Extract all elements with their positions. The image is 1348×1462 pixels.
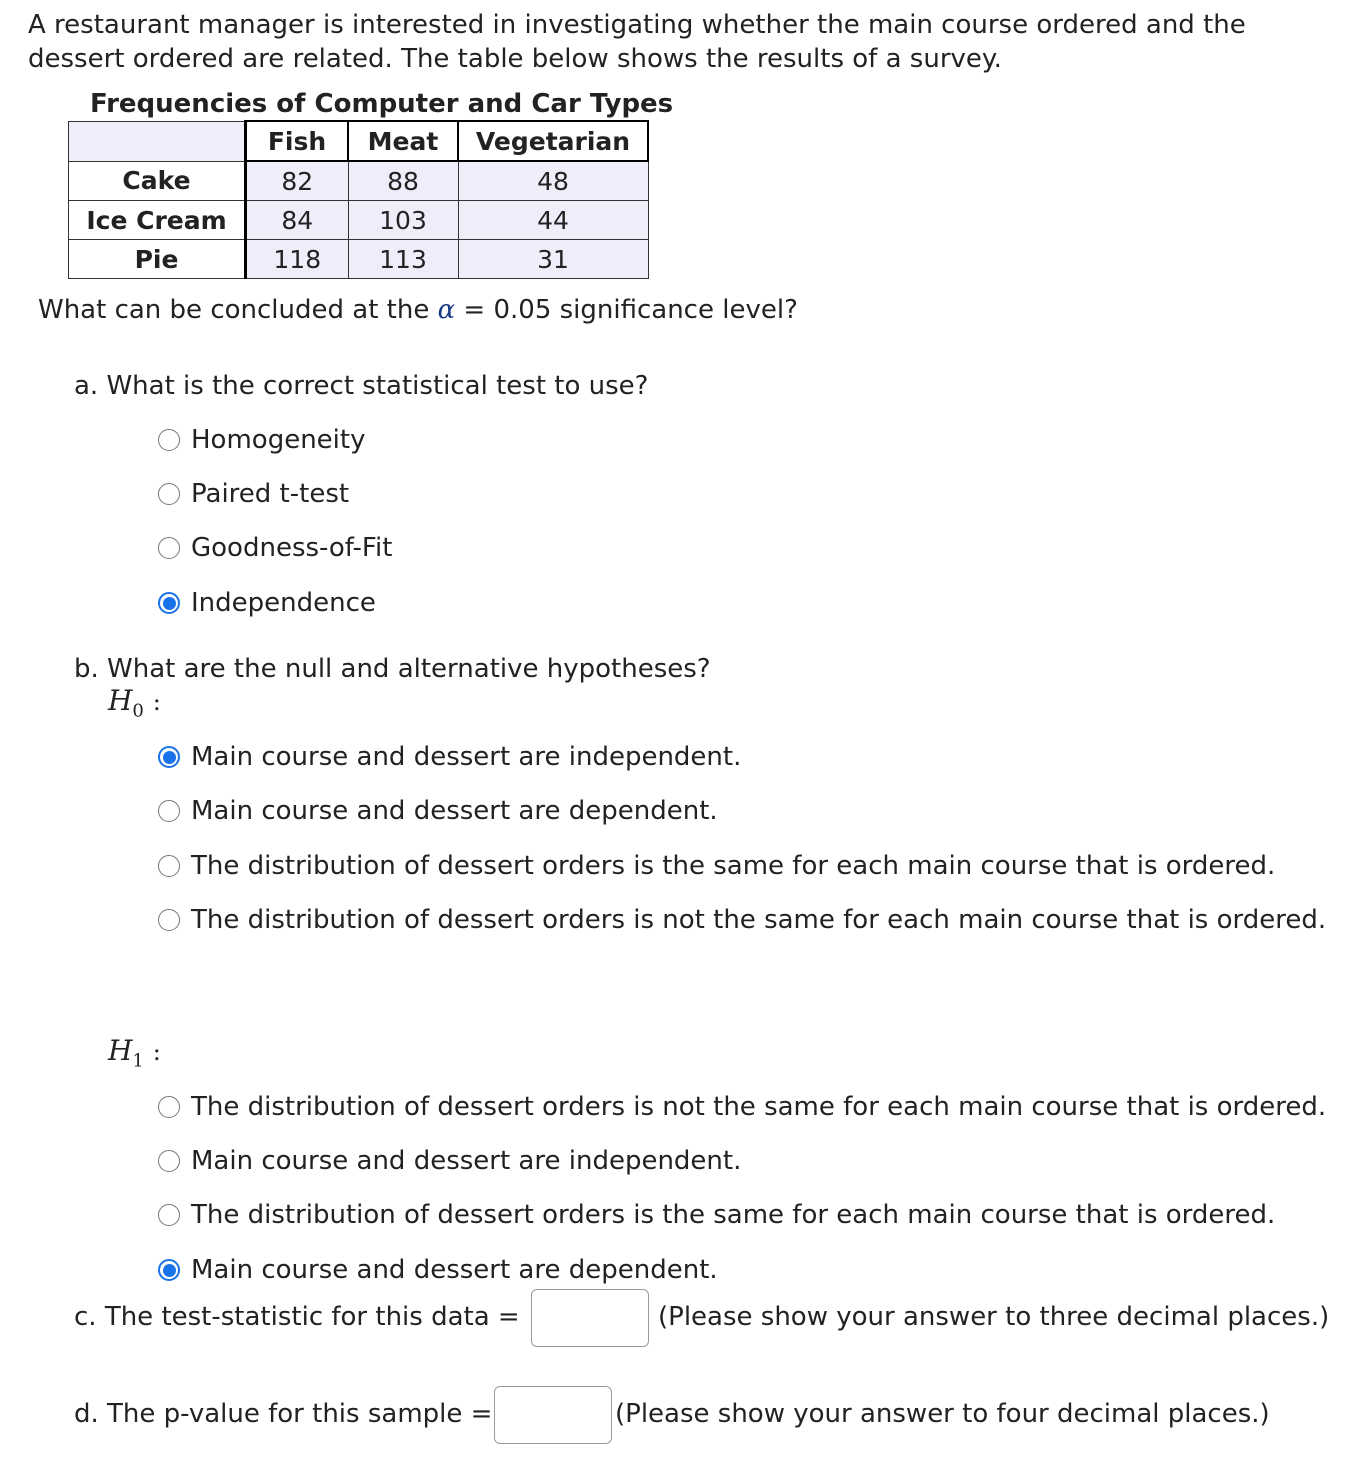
- table-cell: 48: [458, 161, 648, 201]
- table-cell: 113: [348, 240, 458, 279]
- h0-option-dependent[interactable]: [158, 795, 718, 827]
- option-label: The distribution of dessert orders is not the same for each main course that is ordered.: [191, 905, 1327, 935]
- h0-option-independent[interactable]: [158, 741, 741, 773]
- part-a-question: a. What is the correct statistical test to use?: [74, 371, 649, 401]
- alpha-symbol: α: [437, 295, 456, 325]
- table-row: [69, 201, 649, 240]
- part-c-note: (Please show your answer to three decimal places.): [658, 1302, 1330, 1332]
- row-header-cake: Cake: [69, 161, 246, 201]
- option-paired-t-test[interactable]: [158, 478, 349, 510]
- column-header-vegetarian: Vegetarian: [458, 121, 648, 161]
- radio-icon[interactable]: [158, 1204, 180, 1226]
- table-corner-cell: [69, 121, 246, 161]
- table-cell: 31: [458, 240, 648, 279]
- option-homogeneity[interactable]: [158, 424, 365, 456]
- significance-suffix: = 0.05 significance level?: [463, 295, 798, 325]
- radio-icon[interactable]: [158, 800, 180, 822]
- radio-icon[interactable]: [158, 855, 180, 877]
- row-header-ice-cream: Ice Cream: [69, 201, 246, 240]
- part-d-note: (Please show your answer to four decimal places.): [615, 1399, 1270, 1429]
- table-cell: 84: [246, 201, 349, 240]
- h1-label: [108, 1034, 161, 1072]
- radio-checked-icon[interactable]: [158, 746, 180, 768]
- table-row: [69, 161, 649, 201]
- option-goodness-of-fit[interactable]: [158, 532, 392, 564]
- option-label: The distribution of dessert orders is not the same for each main course that is ordered.: [191, 1092, 1327, 1122]
- h1-letter: H: [108, 1034, 133, 1067]
- option-label: Main course and dessert are dependent.: [191, 796, 718, 826]
- option-label: Main course and dessert are independent.: [191, 1146, 742, 1176]
- table-row: [69, 240, 649, 279]
- p-value-input[interactable]: [494, 1386, 612, 1444]
- radio-icon[interactable]: [158, 1096, 180, 1118]
- table-cell: 44: [458, 201, 648, 240]
- h0-option-not-same-distribution[interactable]: [158, 904, 1326, 936]
- h0-letter: H: [108, 684, 133, 717]
- radio-icon[interactable]: [158, 483, 180, 505]
- column-header-fish: Fish: [246, 121, 349, 161]
- option-label: Main course and dessert are independent.: [191, 742, 742, 772]
- table-header-row: [69, 121, 649, 161]
- significance-prefix: What can be concluded at the: [38, 295, 430, 325]
- part-c-label: c. The test-statistic for this data =: [74, 1302, 520, 1332]
- h0-subscript: 0: [132, 700, 144, 722]
- option-label: Paired t-test: [191, 479, 350, 509]
- row-header-pie: Pie: [69, 240, 246, 279]
- table-cell: 82: [246, 161, 349, 201]
- option-label: Main course and dessert are dependent.: [191, 1255, 718, 1285]
- h0-option-same-distribution[interactable]: [158, 850, 1275, 882]
- part-b-question: b. What are the null and alternative hypotheses?: [74, 654, 711, 684]
- h1-option-same-distribution[interactable]: [158, 1199, 1275, 1231]
- option-label: The distribution of dessert orders is the same for each main course that is ordered.: [191, 851, 1276, 881]
- table-cell: 103: [348, 201, 458, 240]
- table-caption: Frequencies of Computer and Car Types: [90, 89, 674, 119]
- radio-checked-icon[interactable]: [158, 592, 180, 614]
- option-label: Goodness-of-Fit: [191, 533, 393, 563]
- test-statistic-input[interactable]: [531, 1289, 649, 1347]
- option-label: Homogeneity: [191, 425, 366, 455]
- h1-subscript: 1: [132, 1050, 144, 1072]
- frequency-table: [68, 120, 649, 279]
- h1-option-independent[interactable]: [158, 1145, 741, 1177]
- problem-intro: A restaurant manager is interested in investigating whether the main course ordered and the dessert ordered are related. The table below shows the results of a survey.: [28, 10, 1246, 74]
- h1-colon: :: [152, 1038, 161, 1066]
- radio-icon[interactable]: [158, 1150, 180, 1172]
- radio-icon[interactable]: [158, 429, 180, 451]
- h1-option-not-same-distribution[interactable]: [158, 1091, 1326, 1123]
- table-cell: 118: [246, 240, 349, 279]
- table-cell: 88: [348, 161, 458, 201]
- h0-label: [108, 684, 161, 722]
- h1-option-dependent[interactable]: [158, 1254, 718, 1286]
- part-d-label: d. The p-value for this sample =: [74, 1399, 493, 1429]
- h0-colon: :: [152, 688, 161, 716]
- option-independence[interactable]: [158, 587, 376, 619]
- column-header-meat: Meat: [348, 121, 458, 161]
- radio-icon[interactable]: [158, 909, 180, 931]
- radio-icon[interactable]: [158, 537, 180, 559]
- significance-question: [38, 294, 798, 326]
- option-label: Independence: [191, 588, 376, 618]
- radio-checked-icon[interactable]: [158, 1259, 180, 1281]
- option-label: The distribution of dessert orders is the same for each main course that is ordered.: [191, 1200, 1276, 1230]
